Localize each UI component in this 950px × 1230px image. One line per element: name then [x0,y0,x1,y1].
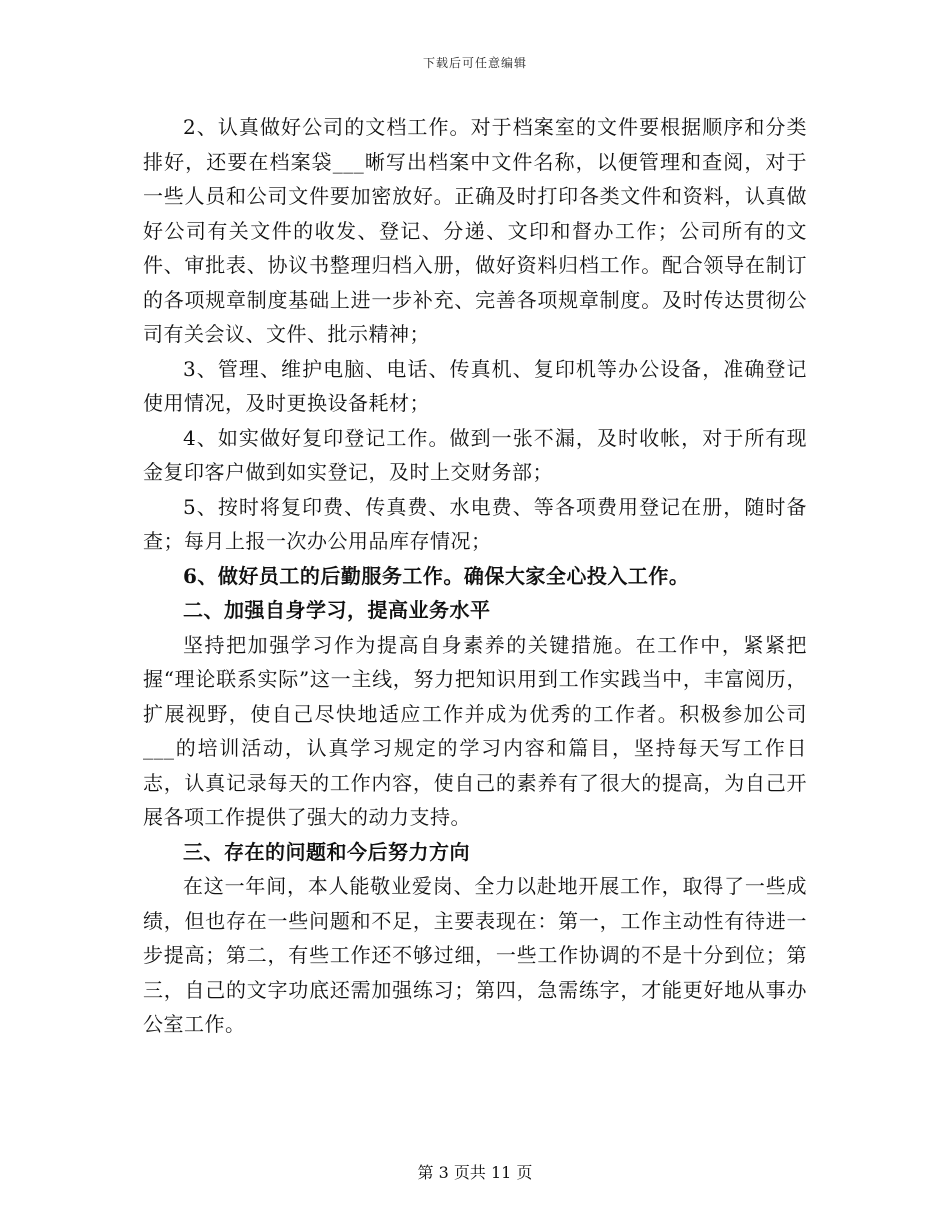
document-body [143,110,807,1042]
paragraph-item-3: 3、管理、维护电脑、电话、传真机、复印机等办公设备，准确登记使用情况，及时更换设备耗材； [143,356,807,415]
page-header: 下载后可任意编辑 [422,56,527,70]
paragraph-study: 坚持把加强学习作为提高自身素养的关键措施。在工作中，紧紧把握“理论联系实际”这一主线，努力把知识用到工作实践当中，丰富阅历，扩展视野，使自己尽快地适应工作并成为优秀的工作者。积极参加公司___的培训活动，认真学习规定的学习内容和篇目，坚持每天写工作日志，认真记录每天的工作内容，使自己的素养有了很大的提高，为自己开展各项工作提供了强大的动力支持。 [143,632,807,829]
paragraph-issues: 在这一年间，本人能敬业爱岗、全力以赴地开展工作，取得了一些成绩，但也存在一些问题和不足，主要表现在：第一，工作主动性有待进一步提高；第二，有些工作还不够过细，一些工作协调的不是十分到位；第三，自己的文字功底还需加强练习；第四，急需练字，才能更好地从事办公室工作。 [143,874,807,1036]
section-heading-study: 二、加强自身学习，提高业务水平 [183,598,491,622]
paragraph-item-2: 2、认真做好公司的文档工作。对于档案室的文件要根据顺序和分类排好，还要在档案袋___晰写出档案中文件名称，以便管理和查阅，对于一些人员和公司文件要加密放好。正确及时打印各类文件和资料，认真做好公司有关文件的收发、登记、分递、文印和督办工作；公司所有的文件、审批表、协议书整理归档入册，做好资料归档工作。配合领导在制订的各项规章制度基础上进一步补充、完善各项规章制度。及时传达贯彻公司有关会议、文件、批示精神； [143,115,807,346]
paragraph-item-6: 6、做好员工的后勤服务工作。确保大家全心投入工作。 [183,563,690,588]
paragraph-item-4: 4、如实做好复印登记工作。做到一张不漏，及时收帐，对于所有现金复印客户做到如实登记，及时上交财务部； [143,425,807,484]
page-footer: 第 3 页共 11 页 [417,1163,533,1182]
section-heading-issues: 三、存在的问题和今后努力方向 [183,839,470,864]
paragraph-item-5: 5、按时将复印费、传真费、水电费、等各项费用登记在册，随时备查；每月上报一次办公用品库存情况； [143,494,807,553]
